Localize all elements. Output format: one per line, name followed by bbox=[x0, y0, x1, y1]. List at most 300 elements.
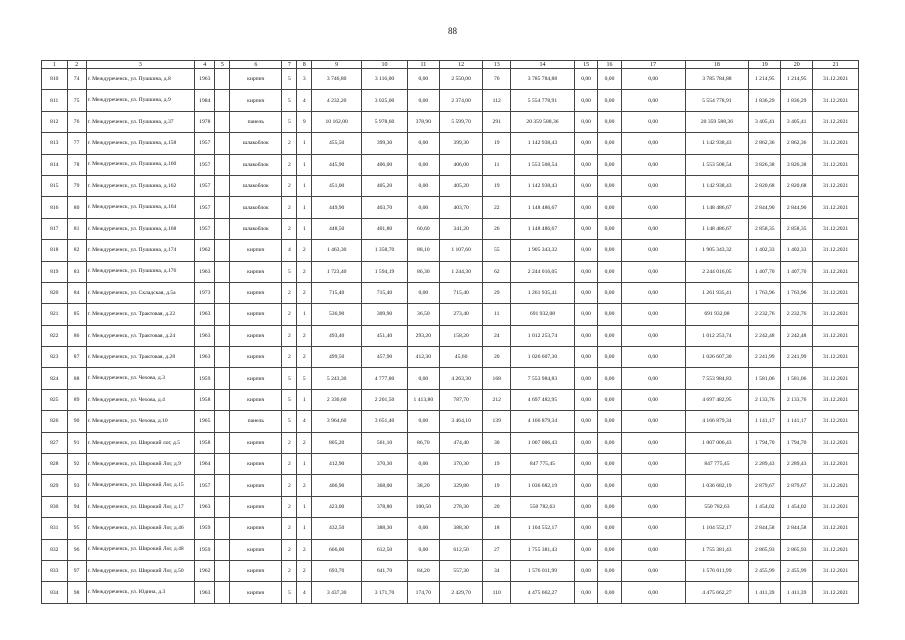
table-row bbox=[42, 560, 859, 581]
cell-item-number: 94 bbox=[67, 496, 86, 517]
cell-cost-col18: 2 244 016,05 bbox=[685, 261, 749, 282]
cell-private-area: 406,00 bbox=[439, 154, 483, 175]
cell-entrances: 1 bbox=[297, 197, 312, 218]
cell-address: г. Междуреченск, ул. Трактовая, д.28 bbox=[86, 347, 195, 368]
cell-residents: 19 bbox=[483, 454, 511, 475]
cell-address: г. Междуреченск, ул. Трактовая, д.22 bbox=[86, 304, 195, 325]
cell-unit-cost: 2 879,67 bbox=[749, 475, 781, 496]
cell-living-area: 370,30 bbox=[362, 454, 408, 475]
cell-total-cost: 20 359 588,36 bbox=[511, 111, 575, 132]
cell-item-number: 92 bbox=[67, 454, 86, 475]
cell-deadline-date: 31.12.2021 bbox=[813, 454, 859, 475]
cell-cost-col18: 1 026 607,30 bbox=[685, 347, 749, 368]
table-row bbox=[42, 475, 859, 496]
column-number: 4 bbox=[195, 61, 215, 69]
cell-private-area: 2 550,00 bbox=[439, 69, 483, 90]
cell-cost-col18: 1 553 508,54 bbox=[685, 154, 749, 175]
cell-private-area: 2 429,70 bbox=[439, 582, 483, 603]
table-row bbox=[42, 282, 859, 303]
cell-item-number: 84 bbox=[67, 282, 86, 303]
cell-private-area: 45,60 bbox=[439, 347, 483, 368]
cell-floors: 5 bbox=[282, 111, 297, 132]
cell-floors: 2 bbox=[282, 432, 297, 453]
cell-col5 bbox=[215, 454, 230, 475]
cell-total-cost: 3 785 784,88 bbox=[511, 69, 575, 90]
cell-address: г. Междуреченск, ул. Пушкина, д.160 bbox=[86, 154, 195, 175]
cell-cost-col17: 0,00 bbox=[621, 133, 685, 154]
cell-living-area: 309,90 bbox=[362, 304, 408, 325]
cell-cost-col15: 0,00 bbox=[574, 475, 597, 496]
cell-year-built: 1964 bbox=[195, 454, 215, 475]
cell-entrances: 2 bbox=[297, 240, 312, 261]
cell-residents: 20 bbox=[483, 347, 511, 368]
cell-cost-col17: 0,00 bbox=[621, 411, 685, 432]
cell-wall-material: шлакоблок bbox=[230, 175, 282, 196]
cell-address: г. Междуреченск, ул. Пушкина, д.8 bbox=[86, 69, 195, 90]
cell-cost-col17: 0,00 bbox=[621, 197, 685, 218]
table-header-row bbox=[42, 61, 859, 69]
cell-cost-col17: 0,00 bbox=[621, 582, 685, 603]
cell-cost-col16: 0,00 bbox=[598, 496, 621, 517]
cell-living-area: 3 025,00 bbox=[362, 90, 408, 111]
cell-residents: 112 bbox=[483, 90, 511, 111]
cell-unit-cost: 2 242,48 bbox=[749, 325, 781, 346]
cell-nonresidential-area: 0,00 bbox=[407, 90, 439, 111]
cell-item-number: 89 bbox=[67, 389, 86, 410]
cell-cost-col15: 0,00 bbox=[574, 582, 597, 603]
cell-total-cost: 1 261 935,41 bbox=[511, 282, 575, 303]
cell-total-cost: 2 244 016,05 bbox=[511, 261, 575, 282]
cell-item-number: 74 bbox=[67, 69, 86, 90]
cell-col5 bbox=[215, 475, 230, 496]
cell-col5 bbox=[215, 432, 230, 453]
cell-year-built: 1978 bbox=[195, 111, 215, 132]
column-number: 5 bbox=[215, 61, 230, 69]
column-number: 17 bbox=[621, 61, 685, 69]
cell-cost-col15: 0,00 bbox=[574, 133, 597, 154]
cell-item-number: 97 bbox=[67, 560, 86, 581]
cell-total-cost: 847 775,45 bbox=[511, 454, 575, 475]
register-table bbox=[41, 60, 859, 604]
cell-cost-col16: 0,00 bbox=[598, 175, 621, 196]
table-row bbox=[42, 454, 859, 475]
table-row bbox=[42, 111, 859, 132]
cell-unit-cost: 2 844,58 bbox=[749, 518, 781, 539]
cell-residents: 29 bbox=[483, 282, 511, 303]
cell-address: г. Междуреченск, ул. Широкий Лог, д.48 bbox=[86, 539, 195, 560]
column-number: 10 bbox=[362, 61, 408, 69]
cell-total-cost: 7 553 984,83 bbox=[511, 368, 575, 389]
cell-cost-col18: 1 012 253,74 bbox=[685, 325, 749, 346]
cell-max-unit-cost: 2 133,76 bbox=[781, 389, 813, 410]
cell-floors: 5 bbox=[282, 582, 297, 603]
cell-wall-material: шлакоблок bbox=[230, 154, 282, 175]
cell-private-area: 341,20 bbox=[439, 218, 483, 239]
cell-col5 bbox=[215, 496, 230, 517]
cell-unit-cost: 2 241,99 bbox=[749, 347, 781, 368]
cell-living-area: 1 594,19 bbox=[362, 261, 408, 282]
cell-max-unit-cost: 2 242,48 bbox=[781, 325, 813, 346]
cell-cost-col17: 0,00 bbox=[621, 347, 685, 368]
cell-cost-col16: 0,00 bbox=[598, 69, 621, 90]
cell-total-area: 2 330,60 bbox=[312, 389, 362, 410]
cell-item-number: 79 bbox=[67, 175, 86, 196]
cell-private-area: 405,20 bbox=[439, 175, 483, 196]
cell-address: г. Междуреченск, ул. Широкий Лог, д.17 bbox=[86, 496, 195, 517]
column-number: 12 bbox=[439, 61, 483, 69]
cell-residents: 19 bbox=[483, 175, 511, 196]
cell-total-cost: 1 142 938,43 bbox=[511, 175, 575, 196]
cell-cost-col18: 20 359 588,36 bbox=[685, 111, 749, 132]
cell-max-unit-cost: 1 794,70 bbox=[781, 432, 813, 453]
cell-floors: 5 bbox=[282, 69, 297, 90]
cell-cost-col15: 0,00 bbox=[574, 539, 597, 560]
cell-residents: 20 bbox=[483, 496, 511, 517]
column-number: 16 bbox=[598, 61, 621, 69]
cell-deadline-date: 31.12.2021 bbox=[813, 197, 859, 218]
cell-year-built: 1973 bbox=[195, 282, 215, 303]
cell-cost-col15: 0,00 bbox=[574, 90, 597, 111]
cell-max-unit-cost: 2 858,35 bbox=[781, 218, 813, 239]
cell-wall-material: кирпич bbox=[230, 325, 282, 346]
cell-col5 bbox=[215, 539, 230, 560]
cell-unit-cost: 2 289,43 bbox=[749, 454, 781, 475]
cell-cost-col15: 0,00 bbox=[574, 154, 597, 175]
cell-total-cost: 1 007 006,43 bbox=[511, 432, 575, 453]
cell-row-index: 814 bbox=[42, 154, 68, 175]
cell-item-number: 87 bbox=[67, 347, 86, 368]
cell-year-built: 1959 bbox=[195, 539, 215, 560]
cell-row-index: 818 bbox=[42, 240, 68, 261]
cell-total-cost: 5 554 778,91 bbox=[511, 90, 575, 111]
cell-residents: 139 bbox=[483, 411, 511, 432]
cell-cost-col18: 4 475 662,27 bbox=[685, 582, 749, 603]
cell-address: г. Междуреченск, ул. Чехова, д.3 bbox=[86, 368, 195, 389]
cell-total-cost: 550 782,63 bbox=[511, 496, 575, 517]
cell-cost-col17: 0,00 bbox=[621, 496, 685, 517]
table-row bbox=[42, 197, 859, 218]
cell-living-area: 399,30 bbox=[362, 133, 408, 154]
cell-max-unit-cost: 1 411,39 bbox=[781, 582, 813, 603]
cell-cost-col18: 550 782,63 bbox=[685, 496, 749, 517]
cell-max-unit-cost: 1 407,70 bbox=[781, 261, 813, 282]
table-row bbox=[42, 411, 859, 432]
cell-floors: 5 bbox=[282, 389, 297, 410]
cell-row-index: 816 bbox=[42, 197, 68, 218]
cell-living-area: 3 651,40 bbox=[362, 411, 408, 432]
table-row bbox=[42, 175, 859, 196]
cell-deadline-date: 31.12.2021 bbox=[813, 518, 859, 539]
cell-unit-cost: 1 836,29 bbox=[749, 90, 781, 111]
cell-col5 bbox=[215, 133, 230, 154]
cell-private-area: 1 244,30 bbox=[439, 261, 483, 282]
cell-nonresidential-area: 0,00 bbox=[407, 454, 439, 475]
cell-total-cost: 4 166 879,34 bbox=[511, 411, 575, 432]
cell-year-built: 1963 bbox=[195, 582, 215, 603]
cell-cost-col18: 5 554 778,91 bbox=[685, 90, 749, 111]
cell-total-area: 3 437,30 bbox=[312, 582, 362, 603]
cell-row-index: 817 bbox=[42, 218, 68, 239]
cell-max-unit-cost: 1 836,29 bbox=[781, 90, 813, 111]
cell-floors: 2 bbox=[282, 218, 297, 239]
cell-deadline-date: 31.12.2021 bbox=[813, 496, 859, 517]
cell-floors: 2 bbox=[282, 560, 297, 581]
cell-total-cost: 1 553 508,54 bbox=[511, 154, 575, 175]
cell-deadline-date: 31.12.2021 bbox=[813, 389, 859, 410]
cell-year-built: 1958 bbox=[195, 432, 215, 453]
cell-cost-col18: 3 785 784,88 bbox=[685, 69, 749, 90]
cell-cost-col15: 0,00 bbox=[574, 432, 597, 453]
cell-living-area: 457,90 bbox=[362, 347, 408, 368]
cell-total-cost: 1 012 253,74 bbox=[511, 325, 575, 346]
cell-entrances: 2 bbox=[297, 347, 312, 368]
cell-cost-col16: 0,00 bbox=[598, 454, 621, 475]
cell-total-area: 1 723,40 bbox=[312, 261, 362, 282]
cell-cost-col17: 0,00 bbox=[621, 218, 685, 239]
cell-address: г. Междуреченск, ул. Широкий Лог, д.9 bbox=[86, 454, 195, 475]
cell-private-area: 2 374,00 bbox=[439, 90, 483, 111]
cell-entrances: 1 bbox=[297, 175, 312, 196]
cell-item-number: 83 bbox=[67, 261, 86, 282]
cell-private-area: 273,40 bbox=[439, 304, 483, 325]
cell-item-number: 88 bbox=[67, 368, 86, 389]
cell-cost-col15: 0,00 bbox=[574, 282, 597, 303]
cell-residents: 18 bbox=[483, 518, 511, 539]
cell-total-area: 499,50 bbox=[312, 347, 362, 368]
cell-item-number: 85 bbox=[67, 304, 86, 325]
cell-row-index: 832 bbox=[42, 539, 68, 560]
cell-deadline-date: 31.12.2021 bbox=[813, 560, 859, 581]
cell-cost-col17: 0,00 bbox=[621, 539, 685, 560]
cell-living-area: 401,80 bbox=[362, 218, 408, 239]
cell-floors: 2 bbox=[282, 304, 297, 325]
cell-entrances: 9 bbox=[297, 111, 312, 132]
cell-living-area: 612,50 bbox=[362, 539, 408, 560]
cell-nonresidential-area: 86,70 bbox=[407, 432, 439, 453]
cell-residents: 26 bbox=[483, 218, 511, 239]
column-number: 21 bbox=[813, 61, 859, 69]
cell-total-area: 10 162,00 bbox=[312, 111, 362, 132]
cell-residents: 55 bbox=[483, 240, 511, 261]
cell-deadline-date: 31.12.2021 bbox=[813, 325, 859, 346]
cell-total-area: 715,40 bbox=[312, 282, 362, 303]
cell-cost-col16: 0,00 bbox=[598, 154, 621, 175]
cell-max-unit-cost: 1 214,95 bbox=[781, 69, 813, 90]
cell-total-area: 406,90 bbox=[312, 475, 362, 496]
cell-nonresidential-area: 412,30 bbox=[407, 347, 439, 368]
cell-entrances: 1 bbox=[297, 218, 312, 239]
cell-nonresidential-area: 60,60 bbox=[407, 218, 439, 239]
cell-wall-material: кирпич bbox=[230, 518, 282, 539]
cell-entrances: 5 bbox=[297, 368, 312, 389]
cell-address: г. Междуреченск, ул. Чехова, д.4 bbox=[86, 389, 195, 410]
cell-address: г. Междуреченск, ул. Широкий Лог, д.15 bbox=[86, 475, 195, 496]
cell-nonresidential-area: 0,00 bbox=[407, 518, 439, 539]
cell-cost-col15: 0,00 bbox=[574, 325, 597, 346]
cell-unit-cost: 1 794,70 bbox=[749, 432, 781, 453]
cell-cost-col15: 0,00 bbox=[574, 560, 597, 581]
cell-entrances: 2 bbox=[297, 282, 312, 303]
cell-year-built: 1984 bbox=[195, 90, 215, 111]
cell-year-built: 1957 bbox=[195, 133, 215, 154]
cell-cost-col16: 0,00 bbox=[598, 282, 621, 303]
cell-total-area: 493,40 bbox=[312, 325, 362, 346]
cell-total-cost: 1 148 486,67 bbox=[511, 218, 575, 239]
cell-address: г. Междуреченск, ул. Юдина, д.3 bbox=[86, 582, 195, 603]
cell-address: г. Междуреченск, ул. Пушкина, д.9 bbox=[86, 90, 195, 111]
cell-col5 bbox=[215, 325, 230, 346]
cell-wall-material: панель bbox=[230, 111, 282, 132]
cell-col5 bbox=[215, 90, 230, 111]
cell-floors: 5 bbox=[282, 411, 297, 432]
cell-entrances: 4 bbox=[297, 90, 312, 111]
cell-living-area: 641,70 bbox=[362, 560, 408, 581]
cell-total-cost: 1 905 343,32 bbox=[511, 240, 575, 261]
cell-total-area: 451,00 bbox=[312, 175, 362, 196]
cell-cost-col15: 0,00 bbox=[574, 218, 597, 239]
cell-living-area: 4 777,80 bbox=[362, 368, 408, 389]
cell-floors: 2 bbox=[282, 133, 297, 154]
cell-row-index: 820 bbox=[42, 282, 68, 303]
cell-floors: 2 bbox=[282, 475, 297, 496]
cell-cost-col18: 4 697 482,95 bbox=[685, 389, 749, 410]
cell-floors: 5 bbox=[282, 90, 297, 111]
cell-cost-col17: 0,00 bbox=[621, 518, 685, 539]
cell-address: г. Междуреченск, ул. Трактовая, д.24 bbox=[86, 325, 195, 346]
cell-max-unit-cost: 2 232,76 bbox=[781, 304, 813, 325]
cell-max-unit-cost: 2 879,67 bbox=[781, 475, 813, 496]
cell-nonresidential-area: 0,00 bbox=[407, 539, 439, 560]
cell-wall-material: шлакоблок bbox=[230, 218, 282, 239]
cell-private-area: 1 107,60 bbox=[439, 240, 483, 261]
cell-year-built: 1965 bbox=[195, 411, 215, 432]
cell-cost-col16: 0,00 bbox=[598, 347, 621, 368]
cell-living-area: 388,30 bbox=[362, 518, 408, 539]
cell-total-cost: 1 104 552,17 bbox=[511, 518, 575, 539]
cell-entrances: 4 bbox=[297, 582, 312, 603]
cell-unit-cost: 2 133,76 bbox=[749, 389, 781, 410]
cell-row-index: 828 bbox=[42, 454, 68, 475]
column-number: 7 bbox=[282, 61, 297, 69]
column-number: 2 bbox=[67, 61, 86, 69]
cell-wall-material: кирпич bbox=[230, 389, 282, 410]
cell-max-unit-cost: 2 865,93 bbox=[781, 539, 813, 560]
cell-entrances: 2 bbox=[297, 432, 312, 453]
cell-wall-material: кирпич bbox=[230, 368, 282, 389]
cell-total-cost: 1 142 938,43 bbox=[511, 133, 575, 154]
cell-cost-col18: 1 142 938,43 bbox=[685, 175, 749, 196]
cell-cost-col15: 0,00 bbox=[574, 111, 597, 132]
cell-cost-col16: 0,00 bbox=[598, 368, 621, 389]
cell-deadline-date: 31.12.2021 bbox=[813, 582, 859, 603]
cell-year-built: 1957 bbox=[195, 175, 215, 196]
column-number: 20 bbox=[781, 61, 813, 69]
cell-residents: 27 bbox=[483, 539, 511, 560]
cell-cost-col18: 1 148 486,67 bbox=[685, 218, 749, 239]
column-number: 18 bbox=[685, 61, 749, 69]
cell-cost-col17: 0,00 bbox=[621, 90, 685, 111]
cell-deadline-date: 31.12.2021 bbox=[813, 90, 859, 111]
cell-wall-material: кирпич bbox=[230, 69, 282, 90]
cell-floors: 2 bbox=[282, 347, 297, 368]
cell-entrances: 1 bbox=[297, 389, 312, 410]
cell-row-index: 830 bbox=[42, 496, 68, 517]
cell-year-built: 1963 bbox=[195, 261, 215, 282]
cell-max-unit-cost: 1 141,17 bbox=[781, 411, 813, 432]
cell-max-unit-cost: 1 581,06 bbox=[781, 368, 813, 389]
cell-item-number: 76 bbox=[67, 111, 86, 132]
cell-total-area: 432,50 bbox=[312, 518, 362, 539]
cell-entrances: 2 bbox=[297, 261, 312, 282]
cell-address: г. Междуреченск, ул. Пушкина, д.37 bbox=[86, 111, 195, 132]
cell-address: г. Междуреченск, ул. Пушкина, д.168 bbox=[86, 218, 195, 239]
cell-year-built: 1962 bbox=[195, 560, 215, 581]
cell-cost-col15: 0,00 bbox=[574, 261, 597, 282]
cell-cost-col16: 0,00 bbox=[598, 218, 621, 239]
cell-cost-col16: 0,00 bbox=[598, 389, 621, 410]
cell-private-area: 557,30 bbox=[439, 560, 483, 581]
cell-wall-material: кирпич bbox=[230, 454, 282, 475]
cell-address: г. Междуреченск, ул. Чехова, д.10 bbox=[86, 411, 195, 432]
cell-total-cost: 1 755 381,43 bbox=[511, 539, 575, 560]
cell-private-area: 787,70 bbox=[439, 389, 483, 410]
cell-col5 bbox=[215, 197, 230, 218]
cell-cost-col15: 0,00 bbox=[574, 347, 597, 368]
column-number: 14 bbox=[511, 61, 575, 69]
cell-total-area: 445,90 bbox=[312, 154, 362, 175]
cell-col5 bbox=[215, 261, 230, 282]
cell-year-built: 1957 bbox=[195, 475, 215, 496]
cell-address: г. Междуреченск, ул. Пушкина, д.164 bbox=[86, 197, 195, 218]
cell-cost-col17: 0,00 bbox=[621, 69, 685, 90]
cell-cost-col16: 0,00 bbox=[598, 411, 621, 432]
cell-deadline-date: 31.12.2021 bbox=[813, 218, 859, 239]
column-number: 11 bbox=[407, 61, 439, 69]
cell-row-index: 819 bbox=[42, 261, 68, 282]
cell-address: г. Междуреченск, ул. Пушкина, д.176 bbox=[86, 261, 195, 282]
cell-col5 bbox=[215, 282, 230, 303]
cell-wall-material: кирпич bbox=[230, 261, 282, 282]
cell-cost-col15: 0,00 bbox=[574, 411, 597, 432]
cell-year-built: 1962 bbox=[195, 240, 215, 261]
table-row bbox=[42, 432, 859, 453]
cell-col5 bbox=[215, 368, 230, 389]
cell-cost-col18: 1 148 486,67 bbox=[685, 197, 749, 218]
cell-item-number: 81 bbox=[67, 218, 86, 239]
cell-floors: 2 bbox=[282, 154, 297, 175]
cell-unit-cost: 2 232,76 bbox=[749, 304, 781, 325]
cell-year-built: 1957 bbox=[195, 218, 215, 239]
cell-wall-material: кирпич bbox=[230, 560, 282, 581]
cell-living-area: 405,20 bbox=[362, 175, 408, 196]
cell-unit-cost: 1 581,06 bbox=[749, 368, 781, 389]
cell-cost-col16: 0,00 bbox=[598, 90, 621, 111]
cell-address: г. Междуреченск, ул. Пушкина, д.162 bbox=[86, 175, 195, 196]
cell-unit-cost: 2 865,93 bbox=[749, 539, 781, 560]
cell-item-number: 78 bbox=[67, 154, 86, 175]
cell-cost-col15: 0,00 bbox=[574, 454, 597, 475]
column-number: 9 bbox=[312, 61, 362, 69]
cell-wall-material: кирпич bbox=[230, 90, 282, 111]
cell-max-unit-cost: 1 402,33 bbox=[781, 240, 813, 261]
cell-floors: 2 bbox=[282, 454, 297, 475]
cell-item-number: 82 bbox=[67, 240, 86, 261]
cell-total-area: 5 243,30 bbox=[312, 368, 362, 389]
cell-row-index: 834 bbox=[42, 582, 68, 603]
cell-floors: 2 bbox=[282, 496, 297, 517]
cell-floors: 2 bbox=[282, 175, 297, 196]
cell-cost-col18: 1 104 552,17 bbox=[685, 518, 749, 539]
